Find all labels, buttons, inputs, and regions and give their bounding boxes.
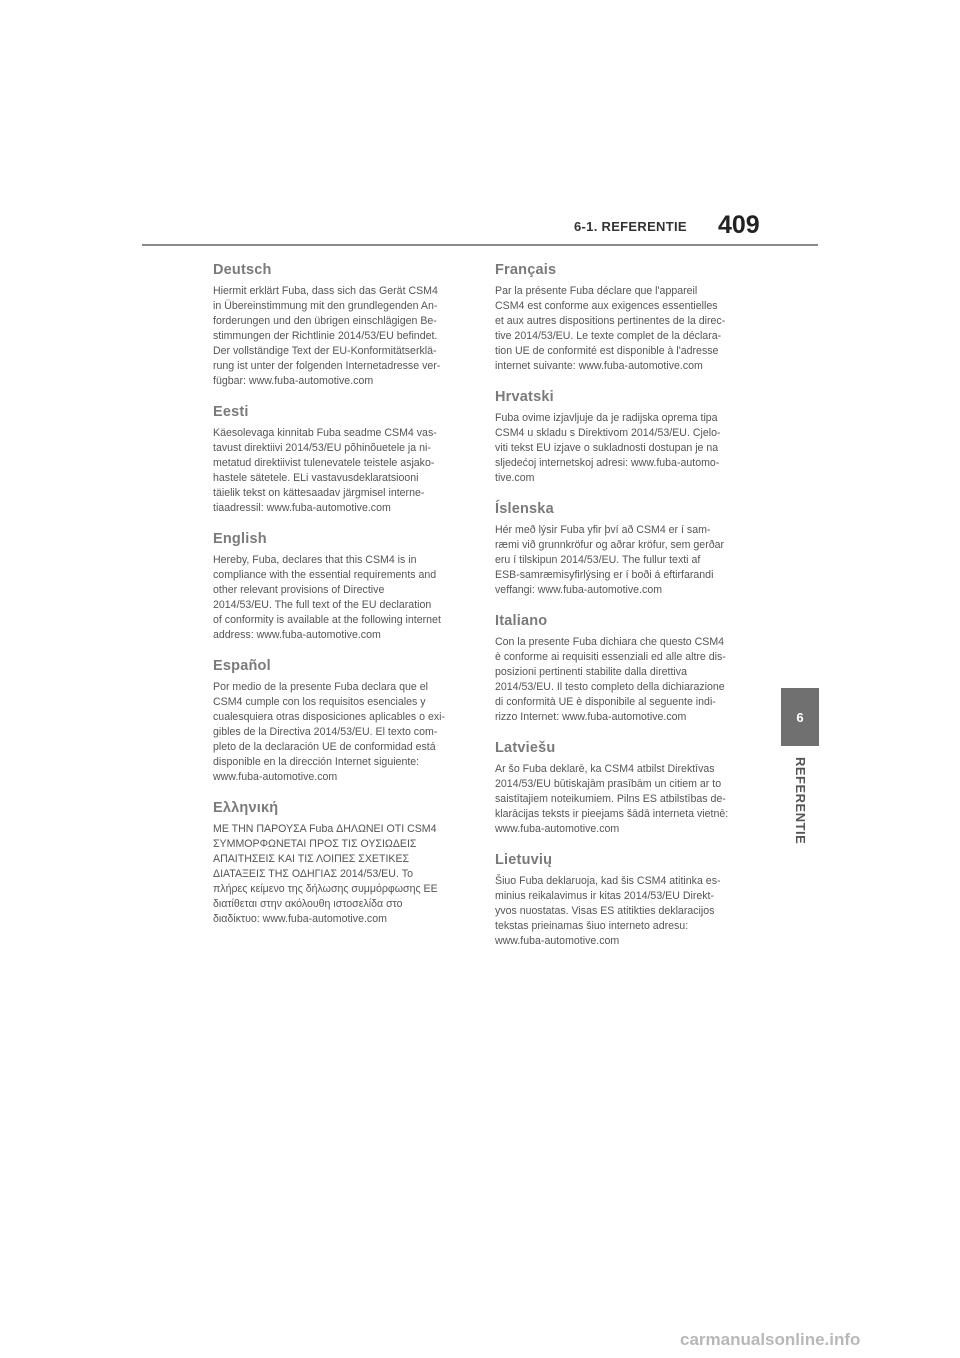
section-italiano <box>495 613 747 725</box>
chapter-side-label: REFERENTIE <box>793 757 808 845</box>
section-greek <box>213 800 465 927</box>
watermark: carmanualsonline.info <box>680 1330 861 1349</box>
section-text: Fuba ovime izjavljuje da je radijska oprema tipa CSM4 u skladu s Direktivom 2014/53/EU. Cjelo- viti tekst EU izjave o sukladnosti dostupan je na sljedećoj internetskoj adresi: www.fuba-automo- tive.com <box>495 412 721 484</box>
section-text: Ar šo Fuba deklarē, ka CSM4 atbilst Direktīvas 2014/53/EU būtiskajām prasībām un citiem ar to saistītajiem noteikumiem. Pilns ES atbilstības de- klarācijas teksts ir pieejams šādā interneta vietnē: www.fuba-automotive.com <box>495 763 729 835</box>
section-text: Por medio de la presente Fuba declara que el CSM4 cumple con los requisitos esenciales y cualesquiera otras disposiciones aplicables o exi- gibles de la Directiva 2014/53/EU. El texto com- pleto de la declaración UE de conformidad está disponible en la dirección Internet siguiente: www.fuba-automotive.com <box>213 681 446 783</box>
section-text: Käesolevaga kinnitab Fuba seadme CSM4 vas- tavust direktiivi 2014/53/EU põhinõuetele ja ni- metatud direktiivist tulenevatele teistele asjako- hastele sätetele. ELi vastavusdeklaratsiooni täielik tekst on kättesaadav järgmisel interne- tiaadressil: www.fuba-automotive.com <box>213 427 437 514</box>
section-text: Hereby, Fuba, declares that this CSM4 is in compliance with the essential requirements and other relevant provisions of Directive 2014/53/EU. The full text of the EU declaration of conformity is available at the following internet address: www.fuba-automotive.com <box>213 554 441 641</box>
section-text: Con la presente Fuba dichiara che questo CSM4 è conforme ai requisiti essenziali ed alle altre dis- posizioni pertinenti stabilite dalla direttiva 2014/53/EU. Il testo completo della dichiarazione di conformità UE è disponibile al seguente indi- rizzo Internet: www.fuba-automotive.com <box>495 636 726 723</box>
section-islenska <box>495 501 747 598</box>
section-text: Hér með lýsir Fuba yfir því að CSM4 er í sam- ræmi við grunnkröfur og aðrar kröfur, sem gerðar eru í tilskipun 2014/53/EU. The fullur texti af ESB-samræmisyfirlýsing er í boði á eftirfarandi veffangi: www.fuba-automotive.com <box>495 524 725 596</box>
section-heading: Ελληνική <box>213 800 279 816</box>
section-heading: Lietuvių <box>495 852 553 868</box>
section-eesti <box>213 404 465 516</box>
left-column <box>213 262 465 942</box>
section-heading: English <box>213 531 267 547</box>
section-espanol <box>213 658 465 785</box>
section-heading: Latviešu <box>495 740 556 756</box>
header-divider <box>142 244 818 246</box>
section-deutsch <box>213 262 465 389</box>
section-heading: Hrvatski <box>495 389 554 405</box>
chapter-title: 6-1. REFERENTIE <box>574 219 687 234</box>
chapter-tab-number: 6 <box>796 709 804 725</box>
section-text: ΜΕ ΤΗΝ ΠΑΡΟΥΣΑ Fuba ΔΗΛΩΝΕΙ ΟΤΙ CSM4 ΣΥΜΜΟΡΦΩΝΕΤΑΙ ΠΡΟΣ ΤΙΣ ΟΥΣΙΩΔΕΙΣ ΑΠΑΙΤΗΣΕΙΣ ΚΑΙ ΤΙΣ ΛΟΙΠΕΣ ΣΧΕΤΙΚΕΣ ΔΙΑΤΑΞΕΙΣ ΤΗΣ ΟΔΗΓΙΑΣ 2014/53/EU. Το πλήρες κείμενο της δήλωσης συμμόρφωσης ΕΕ διατίθεται στην ακόλουθη ιστοσελίδα στο διαδίκτυο: www.fuba-automotive.com <box>213 823 438 925</box>
section-heading: Français <box>495 262 557 278</box>
section-text: Par la présente Fuba déclare que l'appareil CSM4 est conforme aux exigences essentielles et aux autres dispositions pertinentes de la direc- tive 2014/53/EU. Le texte complet de la déclara- tion UE de conformité est disponible à l'adresse internet suivante: www.fuba-automotive.com <box>495 285 726 372</box>
section-heading: Italiano <box>495 613 548 629</box>
page-number: 409 <box>718 211 760 239</box>
section-heading: Deutsch <box>213 262 272 278</box>
section-text: Hiermit erklärt Fuba, dass sich das Gerät CSM4 in Übereinstimmung mit den grundlegenden An- forderungen und den übrigen einschlägigen Be- stimmungen der Richtlinie 2014/53/EU befindet. Der vollständige Text der EU-Konformitätserklä- rung ist unter der folgenden Internetadresse ver- fügbar: www.fuba-automotive.com <box>213 285 441 387</box>
section-francais <box>495 262 747 374</box>
section-latviesu <box>495 740 747 837</box>
section-heading: Español <box>213 658 271 674</box>
section-hrvatski <box>495 389 747 486</box>
section-text: Šiuo Fuba deklaruoja, kad šis CSM4 atitinka es- minius reikalavimus ir kitas 2014/53/EU Direkt- yvos nuostatas. Visas ES atitikties deklaracijos tekstas prieinamas šiuo interneto adresu: www.fuba-automotive.com <box>495 875 721 947</box>
section-heading: Eesti <box>213 404 249 420</box>
section-lietuviu <box>495 852 747 949</box>
right-column <box>495 262 747 964</box>
section-english <box>213 531 465 643</box>
chapter-tab <box>781 688 819 746</box>
section-heading: Íslenska <box>495 501 554 517</box>
